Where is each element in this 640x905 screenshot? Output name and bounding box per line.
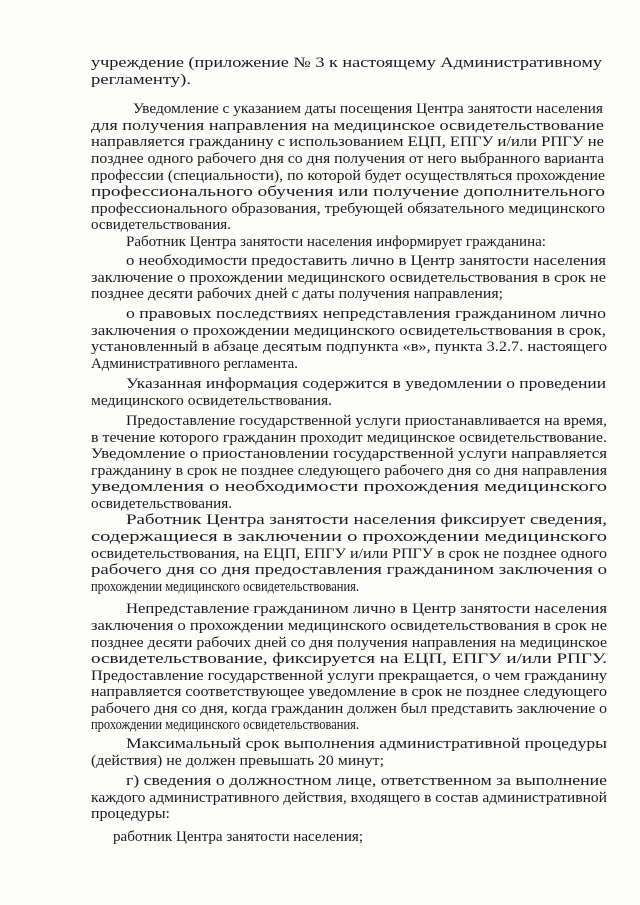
text-line: о необходимости предоставить лично в Центр занятости населения bbox=[126, 253, 606, 269]
text-line: процедуры: bbox=[91, 806, 170, 822]
text-line: содержащиеся в заключении о прохождении медицинского bbox=[91, 529, 607, 545]
text-line: прохождении медицинского освидетельствования. bbox=[91, 579, 359, 595]
text-line: Административного регламента. bbox=[91, 356, 298, 372]
text-line: установленный в абзаце десятым подпункта «в», пункта 3.2.7. настоящего bbox=[91, 339, 607, 355]
text-line: Работник Центра занятости населения информирует гражданина: bbox=[126, 234, 546, 250]
text-line: регламенту). bbox=[91, 72, 191, 88]
text-line: направляется соответствующее уведомление в срок не позднее следующего bbox=[91, 684, 607, 700]
text-line: о правовых последствиях непредставления гражданином лично bbox=[126, 306, 606, 322]
text-line: Предоставление государственной услуги приостанавливается на время, bbox=[126, 413, 607, 429]
text-line: учреждение (приложение № 3 к настоящему Административному bbox=[91, 55, 602, 71]
text-line: каждого административного действия, входящего в состав административной bbox=[91, 790, 607, 806]
text-line: профессионального обучения или получение дополнительного bbox=[91, 184, 605, 200]
text-line: г) сведения о должностном лице, ответственном за выполнение bbox=[126, 773, 607, 789]
text-line: Указанная информация содержится в уведомлении о проведении bbox=[126, 376, 606, 392]
text-line: позднее одного рабочего дня со дня получения от него выбранного варианта bbox=[91, 151, 604, 167]
text-line: медицинского освидетельствования. bbox=[91, 393, 332, 409]
text-line: освидетельствования. bbox=[91, 217, 231, 233]
text-line: Работник Центра занятости населения фиксирует сведения, bbox=[126, 512, 607, 528]
text-line: для получения направления на медицинское освидетельствование bbox=[91, 118, 604, 134]
text-line: Уведомление с указанием даты посещения Центра занятости населения bbox=[133, 101, 603, 117]
text-line: рабочего дня со дня предоставления гражданином заключения о bbox=[91, 562, 607, 578]
text-line: Максимальный срок выполнения административной процедуры bbox=[126, 736, 607, 752]
text-line: профессионального образования, требующей обязательного медицинского bbox=[91, 201, 605, 217]
text-line: позднее десяти рабочих дней со дня получения направления на медицинское bbox=[91, 635, 607, 651]
text-line: прохождении медицинского освидетельствования. bbox=[91, 717, 359, 733]
text-line: заключение о прохождении медицинского освидетельствования в срок не bbox=[91, 270, 606, 286]
text-line: освидетельствование, фиксируется на ЕЦП, ЕПГУ и/или РПГУ. bbox=[91, 651, 607, 667]
text-line: рабочего дня со дня, когда гражданин должен был представить заключение о bbox=[91, 701, 607, 717]
text-line: освидетельствования, на ЕЦП, ЕПГУ и/или РПГУ в срок не позднее одного bbox=[91, 546, 607, 562]
text-line: Уведомление о приостановлении государственной услуги направляется bbox=[91, 446, 607, 462]
text-line: в течение которого гражданин проходит медицинское освидетельствование. bbox=[91, 430, 607, 446]
text-line: уведомления о необходимости прохождения медицинского bbox=[91, 479, 607, 495]
text-line: Предоставление государственной услуги прекращается, о чем гражданину bbox=[91, 668, 607, 684]
text-line: заключения о прохождении медицинского освидетельствования в срок не bbox=[91, 618, 607, 634]
text-line: позднее десяти рабочих дней с даты получения направления; bbox=[91, 286, 504, 302]
text-line: (действия) не должен превышать 20 минут; bbox=[91, 753, 384, 769]
text-line: гражданину в срок не позднее следующего рабочего дня со дня направления bbox=[91, 463, 607, 479]
text-line: профессии (специальности), по которой будет осуществляться прохождение bbox=[91, 168, 605, 184]
text-line: Непредставление гражданином лично в Центр занятости населения bbox=[126, 601, 607, 617]
text-line: работник Центра занятости населения; bbox=[113, 829, 363, 845]
text-line: направляется гражданину с использованием ЕЦП, ЕПГУ и/или РПГУ не bbox=[91, 134, 604, 150]
text-line: освидетельствования. bbox=[91, 496, 232, 512]
text-line: заключения о прохождении медицинского освидетельствования в срок, bbox=[91, 323, 606, 339]
